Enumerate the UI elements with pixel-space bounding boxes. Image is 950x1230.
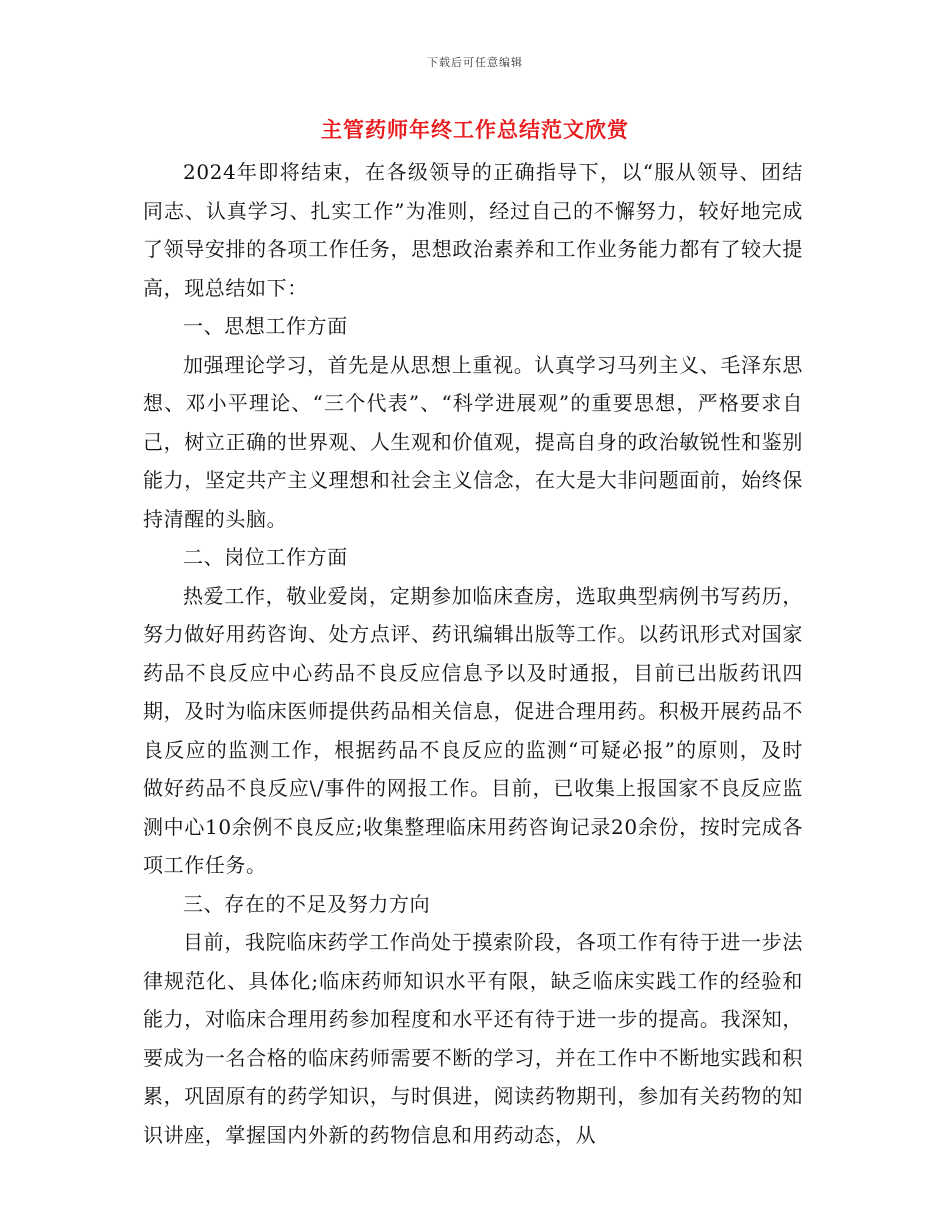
section-heading-shortcomings: 三、存在的不足及努力方向 [183,891,431,916]
section-heading-thought: 一、思想工作方面 [183,314,348,338]
post-paragraph: 热爱工作，敬业爱岗，定期参加临床查房，选取典型病例书写药历，努力做好用药咨询、处方点评、药讯编辑出版等工作。以药讯形式对国家药品不良反应中心药品不良反应信息予以及时通报，目前已出版药讯四期，及时为临床医师提供药品相关信息，促进合理用药。积极开展药品不良反应的监测工作，根据药品不良反应的监测“可疑必报”的原则，及时做好药品不良反应\/事件的网报工作。目前，已收集上报国家不良反应监测中心10余例不良反应;收集整理临床用药咨询记录20余份，按时完成各项工作任务。 [143,583,803,877]
document-body [143,153,803,1154]
thought-paragraph: 加强理论学习，首先是从思想上重视。认真学习马列主义、毛泽东思想、邓小平理论、“三个代表”、“科学进展观”的重要思想，严格要求自己，树立正确的世界观、人生观和价值观，提高自身的政治敏锐性和鉴别能力，坚定共产主义理想和社会主义信念，在大是大非问题面前，始终保持清醒的头脑。 [143,352,803,531]
intro-paragraph: 2024年即将结束，在各级领导的正确指导下，以“服从领导、团结同志、认真学习、扎实工作”为准则，经过自己的不懈努力，较好地完成了领导安排的各项工作任务，思想政治素养和工作业务能力都有了较大提高，现总结如下： [143,160,803,300]
shortcomings-paragraph: 目前，我院临床药学工作尚处于摸索阶段，各项工作有待于进一步法律规范化、具体化;临床药师知识水平有限，缺乏临床实践工作的经验和能力，对临床合理用药参加程度和水平还有待于进一步的提高。我深知，要成为一名合格的临床药师需要不断的学习，并在工作中不断地实践和积累，巩固原有的药学知识，与时俱进，阅读药物期刊，参加有关药物的知识讲座，掌握国内外新的药物信息和用药动态，从 [143,930,803,1147]
page-title: 主管药师年终工作总结范文欣赏 [321,117,629,142]
section-heading-post: 二、岗位工作方面 [183,545,348,569]
header-note: 下载后可任意编辑 [427,56,523,69]
